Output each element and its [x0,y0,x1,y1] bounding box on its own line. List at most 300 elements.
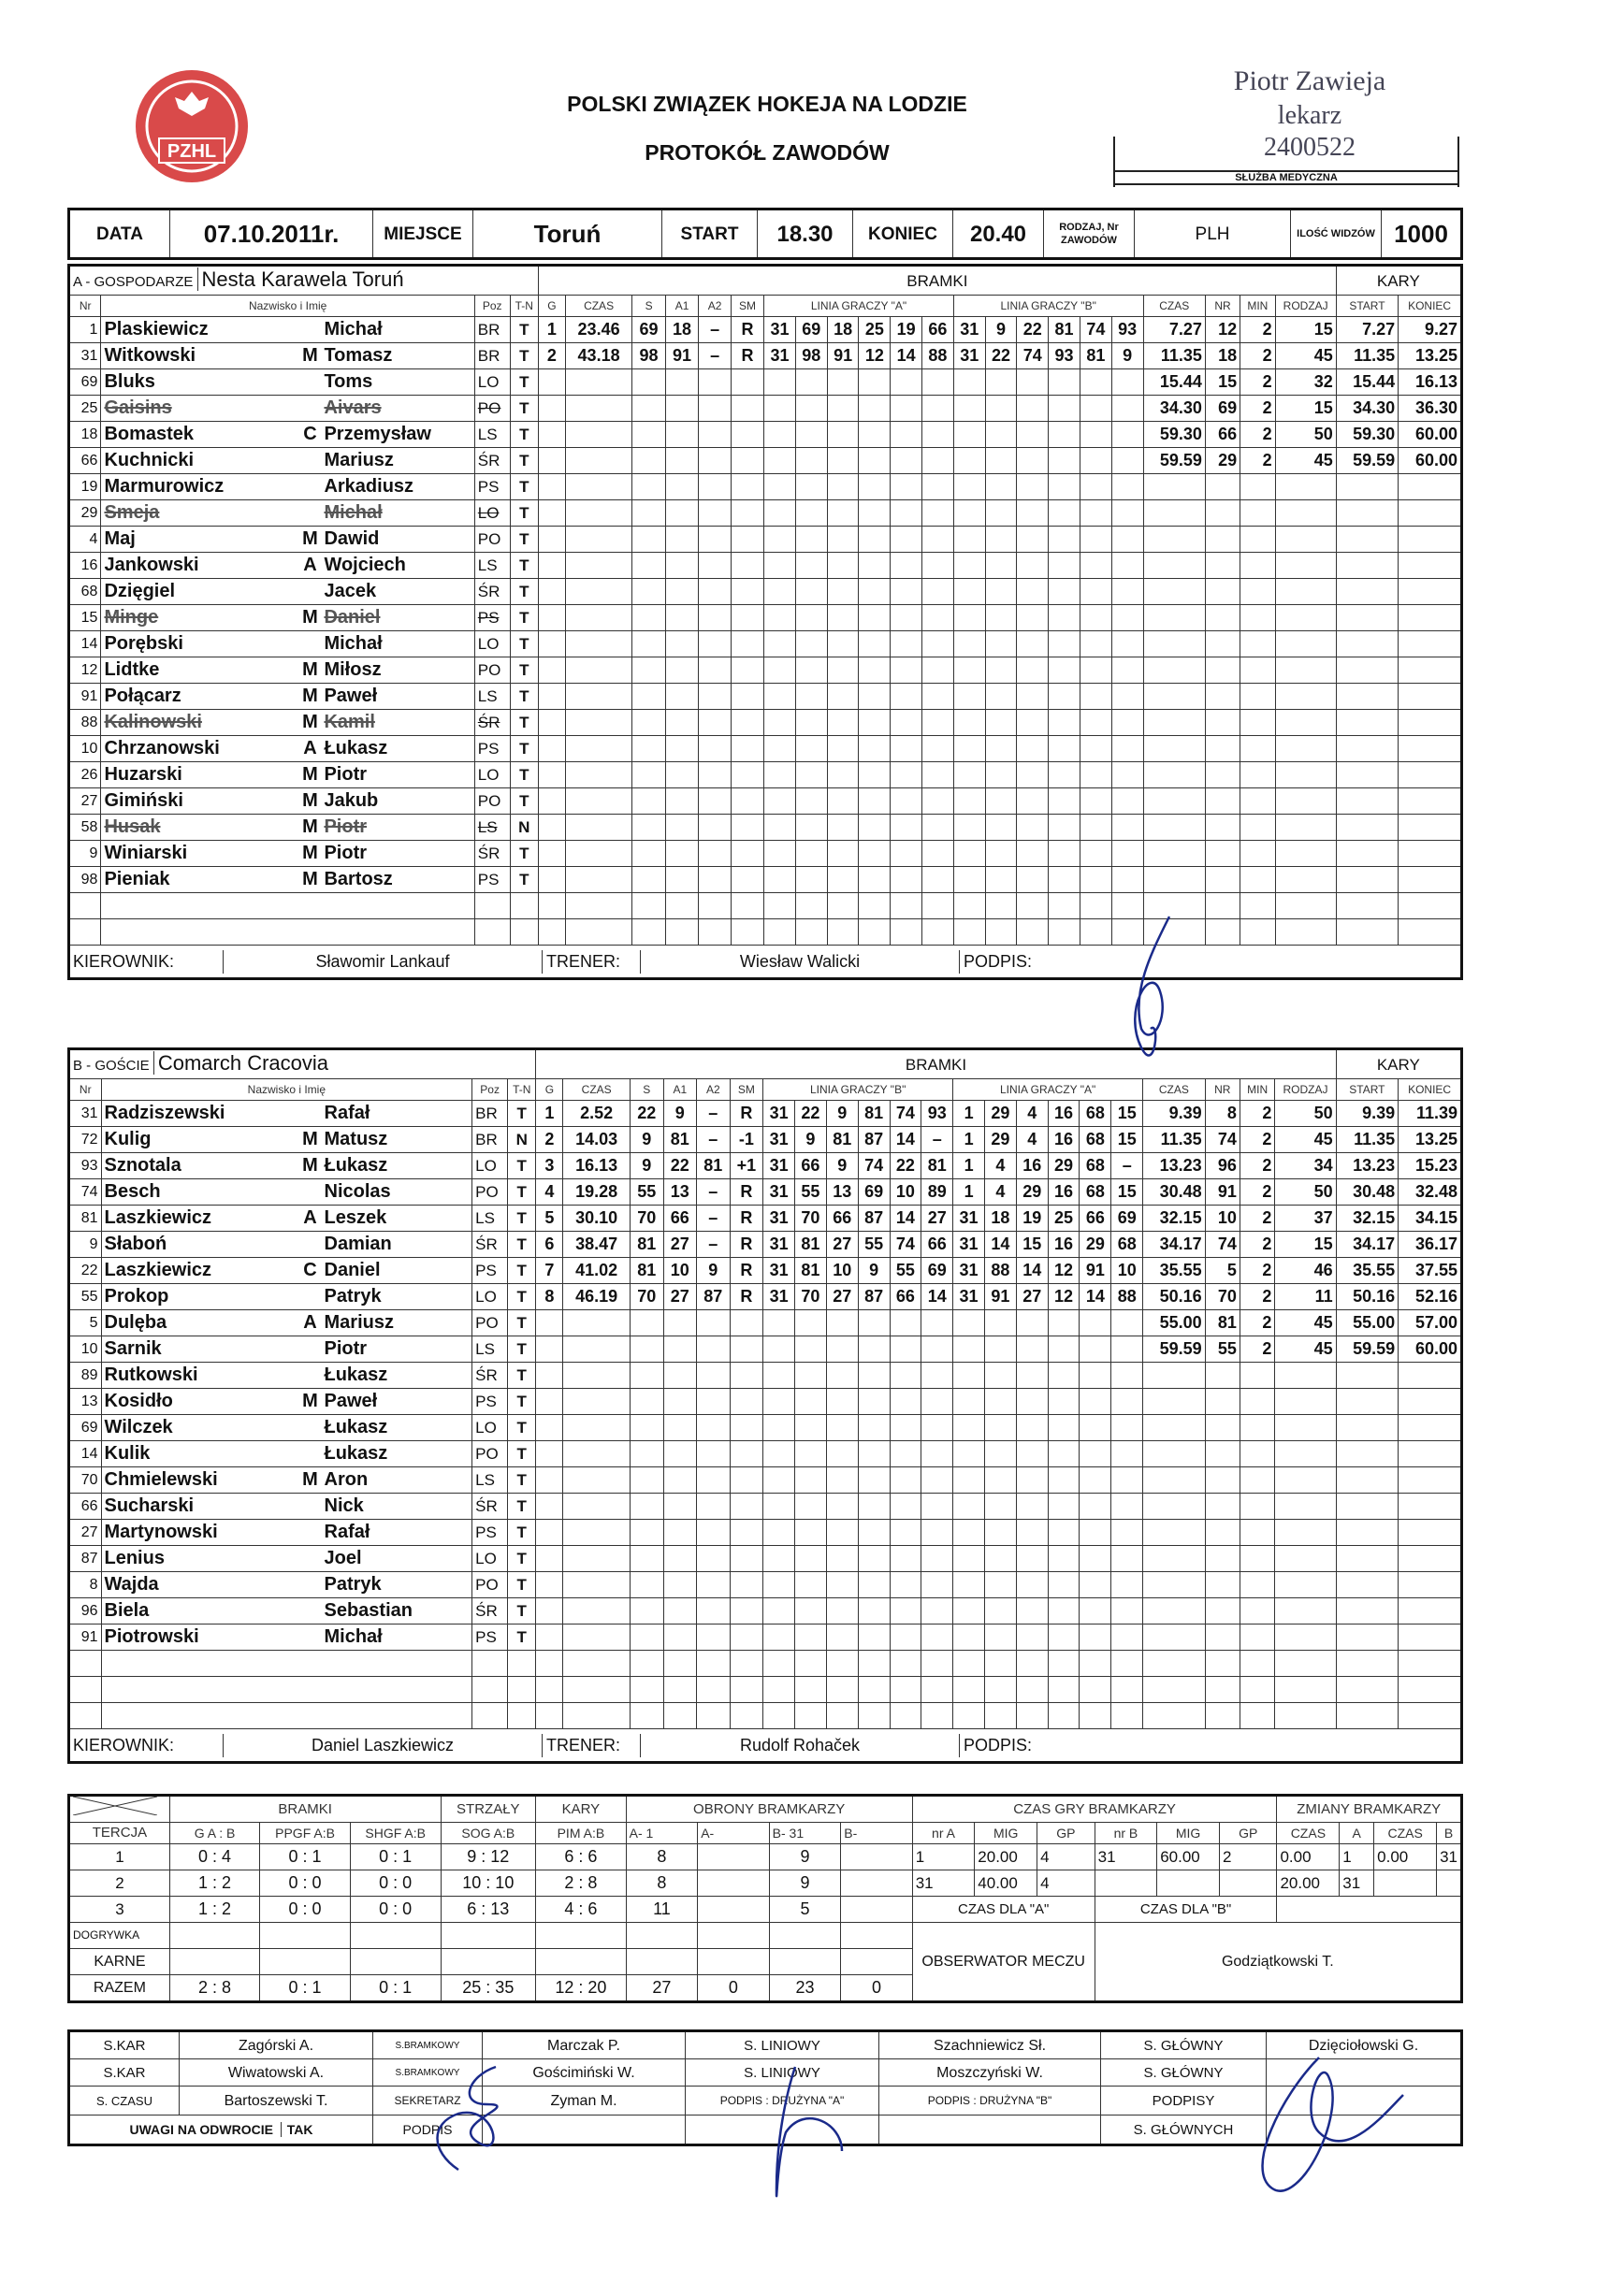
goal-line2-player [953,500,985,527]
goal-a1 [665,657,698,684]
goal-line2-player [1111,1546,1143,1572]
player-surname: Wajda [104,1574,159,1595]
pen-min: 2 [1240,369,1275,396]
pen-nr: 15 [1205,369,1240,396]
goal-line1-player [827,553,859,579]
player-row [69,343,1462,369]
player-row [69,474,1462,500]
pen-time [1143,500,1205,527]
def-b2 [841,1897,912,1923]
goal-time: 30.10 [563,1206,631,1232]
player-pos: LS [472,1467,508,1494]
team-a-col-sm: SM [731,296,763,317]
sub-nrB: nr B [1095,1823,1157,1844]
player-name [101,369,474,396]
goal-line2-player: – [1111,1153,1143,1179]
goal-a2 [697,1310,731,1336]
goal-line2-player [953,369,985,396]
player-surname: Porębski [104,633,183,654]
player-nr [69,919,101,946]
off-sekr-label: SEKRETARZ [373,2087,483,2115]
pen-time: 34.30 [1143,396,1205,422]
player-nr: 1 [69,317,101,343]
goal-line1-player [922,474,954,500]
pen-nr [1205,1677,1240,1703]
overtime-cell [536,1923,627,1949]
player-row [69,1546,1462,1572]
player-name [101,1389,472,1415]
goal-line1-player [859,448,891,474]
player-pos: LO [474,762,510,788]
goal-line1-player [764,657,796,684]
goal-line1-player [859,762,891,788]
pen-min [1240,527,1275,553]
goal-line1-player [795,422,827,448]
pen-nr: 55 [1205,1336,1240,1363]
player-tn: T [510,867,538,893]
goal-a2 [699,893,732,919]
goal-line2-player [1080,893,1111,919]
goal-line2-player [1017,710,1049,736]
off-sbram1: Marczak P. [483,2031,686,2059]
goal-nr [536,1546,563,1572]
goal-line2-player [1080,919,1111,946]
goal-line2-player [1080,1389,1111,1415]
goal-line1-player [795,1467,827,1494]
sub-b: B [1437,1823,1462,1844]
player-role: M [302,1155,318,1176]
pen-nr: 91 [1205,1179,1240,1206]
team-b-col-prodzaj: RODZAJ [1275,1079,1336,1101]
goal-a2 [697,1467,731,1494]
pen-time: 50.16 [1143,1284,1206,1310]
player-name [101,762,474,788]
goal-line2-player [1080,605,1111,631]
player-name [101,1232,472,1258]
player-nr: 91 [69,1625,102,1651]
goal-line1-player [858,1520,890,1546]
pen-time: 35.55 [1143,1258,1206,1284]
player-role: M [302,764,318,785]
player-nr: 8 [69,1572,102,1598]
goal-time [565,474,632,500]
goal-line2-player [1111,1520,1143,1546]
pen-min [1240,867,1275,893]
pen-end: 11.39 [1399,1101,1462,1127]
goal-time [565,422,632,448]
pen-nr [1205,605,1240,631]
pen-time: 11.35 [1143,1127,1206,1153]
goal-a2: – [699,317,732,343]
goal-line1-player [763,1625,795,1651]
player-pos: LO [472,1153,508,1179]
goal-line2-player [1048,1494,1080,1520]
pen-start [1336,605,1398,631]
goal-line2-player [1049,841,1080,867]
pen-end: 32.48 [1399,1179,1462,1206]
goal-a2: 87 [697,1284,731,1310]
pen-nr [1205,1415,1240,1441]
goal-line2-player: 4 [984,1153,1016,1179]
player-nr: 9 [69,841,101,867]
goal-line2-player [1017,369,1049,396]
pen-start: 35.55 [1336,1258,1399,1284]
off-sglow-label-2: S. GŁÓWNY [1101,2059,1267,2087]
goal-line2-player [985,422,1017,448]
goal-line2-player [1080,422,1111,448]
pen-end [1399,1546,1462,1572]
pen-time [1143,631,1205,657]
pen-end [1399,579,1462,605]
goal-line1-player: 88 [922,343,954,369]
goal-a1 [665,815,698,841]
goal-scorer [630,1546,663,1572]
goal-line1-player: 9 [826,1153,858,1179]
period-row [69,1844,1462,1870]
player-nr: 12 [69,657,101,684]
player-name [101,527,474,553]
pen-min [1240,1546,1275,1572]
player-first: Jakub [324,790,379,811]
pen-end: 52.16 [1399,1284,1462,1310]
goal-a1 [663,1336,697,1363]
goal-line1-player [764,369,796,396]
goal-line1-player [859,815,891,841]
goal-line2-player [953,1598,985,1625]
pen-min [1240,841,1275,867]
gk-chA: 20.00 [1277,1870,1340,1897]
def-a: 8 [626,1844,698,1870]
pen-nr [1205,815,1240,841]
goal-line1-player [921,1415,953,1441]
player-tn: T [508,1546,536,1572]
team-b-col-a2: A2 [697,1079,731,1101]
sub-ga: G A : B [169,1823,259,1844]
goal-line1-player [922,684,954,710]
goal-line2-player [1049,474,1080,500]
goal-line2-player [1017,527,1049,553]
pen-start: 34.17 [1336,1232,1399,1258]
player-pos: ŚR [474,710,510,736]
goal-a2 [699,657,732,684]
goal-line1-player [827,657,859,684]
goal-line2-player [953,1310,985,1336]
player-surname: Sznotala [104,1155,181,1176]
date-label: DATA [69,209,170,259]
goal-time: 14.03 [563,1127,631,1153]
gk-chB [1374,1870,1437,1897]
medical-stamp [1113,56,1459,187]
player-first: Piotr [324,843,368,863]
pen-time [1143,657,1205,684]
goal-nr [538,657,565,684]
goal-time: 19.28 [563,1179,631,1206]
goal-line1-player: 66 [826,1206,858,1232]
goal-line1-player [795,736,827,762]
player-row [69,317,1462,343]
goal-line2-player [953,527,985,553]
goal-line1-player [859,893,891,919]
goal-time [563,1310,631,1336]
goal-line2-player [1016,1363,1048,1389]
pen-min [1240,788,1275,815]
pen-nr [1205,736,1240,762]
pen-type [1275,788,1336,815]
goal-line1-player [922,396,954,422]
goal-line2-player [1049,893,1080,919]
goal-line2-player: 15 [1016,1232,1048,1258]
period-pim: 2 : 8 [536,1870,627,1897]
player-role: M [302,843,318,863]
goal-line2-player [1111,841,1143,867]
goal-line1-player [764,631,796,657]
goal-scorer [632,631,665,657]
pen-min [1240,1703,1275,1729]
player-nr: 5 [69,1310,102,1336]
goal-line2-player [1080,1598,1111,1625]
goal-a1 [665,841,698,867]
total-pim: 12 : 20 [536,1975,627,2002]
goal-line2-player [1048,1625,1080,1651]
player-first: Nicolas [324,1181,391,1202]
player-nr: 98 [69,867,101,893]
goal-line2-player: 88 [984,1258,1016,1284]
shootout-label: KARNE [69,1949,170,1975]
sub-pim: PIM A:B [536,1823,627,1844]
goal-line2-player [1017,422,1049,448]
goal-a2 [697,1703,731,1729]
goal-line1-player [922,893,954,919]
pen-nr [1205,1572,1240,1598]
goal-line1-player [859,867,891,893]
goal-nr [538,684,565,710]
goal-line1-player [763,1389,795,1415]
goal-a1: 18 [665,317,698,343]
team-a-col-pnr: NR [1205,296,1240,317]
player-pos: LO [472,1546,508,1572]
goal-line1-player [891,448,922,474]
goal-line2-player [1080,1336,1111,1363]
player-first: Dawid [324,528,380,549]
player-row [69,788,1462,815]
goal-nr [538,788,565,815]
goal-line2-player: 74 [1017,343,1049,369]
goal-line2-player [1049,684,1080,710]
goal-time [563,1363,631,1389]
goal-sm [731,474,763,500]
player-pos: BR [472,1101,508,1127]
svg-text:PZHL: PZHL [167,141,217,162]
off-podpis: PODPIS [373,2115,483,2145]
player-nr: 72 [69,1127,102,1153]
goal-line2-player [1048,1546,1080,1572]
pen-type [1275,500,1336,527]
team-b-label: B - GOŚCIE [73,1058,153,1074]
goal-line2-player [953,710,985,736]
player-row [69,867,1462,893]
goal-line2-player [984,1598,1016,1625]
team-b-col-s: S [630,1079,663,1101]
goal-line1-player [858,1336,890,1363]
goal-a2 [697,1572,731,1598]
pen-start [1336,1467,1399,1494]
goal-line2-player [1111,1389,1143,1415]
h-shots: STRZAŁY [441,1796,536,1823]
goal-line2-player [1048,1703,1080,1729]
pen-min [1240,815,1275,841]
player-first: Nick [324,1495,364,1516]
player-name [101,815,474,841]
goal-scorer [632,867,665,893]
place-label: MIEJSCE [373,209,473,259]
player-row [69,1101,1462,1127]
pen-start [1336,657,1398,684]
goal-line1-player [890,1520,921,1546]
pen-nr [1205,1625,1240,1651]
goal-line2-player [1080,1467,1111,1494]
goal-time [563,1651,631,1677]
player-nr: 70 [69,1467,102,1494]
pen-time [1143,1415,1206,1441]
goal-time [563,1494,631,1520]
pen-start [1336,1363,1399,1389]
player-nr: 10 [69,736,101,762]
pen-type: 34 [1275,1153,1336,1179]
goal-line1-player [891,474,922,500]
goal-line1-player: 74 [890,1232,921,1258]
pen-min [1240,1389,1275,1415]
pen-type: 15 [1275,1232,1336,1258]
goal-line1-player [922,422,954,448]
pen-type [1275,553,1336,579]
goal-line1-player [795,684,827,710]
goal-sm [730,1363,763,1389]
team-a-col-poz: Poz [474,296,510,317]
player-name [101,657,474,684]
goal-line2-player: 1 [953,1179,985,1206]
pen-time [1143,684,1205,710]
goal-line1-player [858,1389,890,1415]
goal-line2-player: 74 [1080,317,1111,343]
goal-line2-player [1049,710,1080,736]
player-name [101,1572,472,1598]
pen-end: 60.00 [1399,422,1462,448]
goal-scorer [632,815,665,841]
goal-time [565,448,632,474]
goal-line1-player [921,1677,953,1703]
player-name [101,1625,472,1651]
player-surname: Biela [104,1600,150,1621]
goal-line2-player: 1 [953,1127,985,1153]
goal-sm: R [731,343,763,369]
goal-line2-player [953,1415,985,1441]
goal-line2-player [985,553,1017,579]
pen-type [1275,815,1336,841]
player-nr [69,1677,102,1703]
player-nr: 14 [69,631,101,657]
player-name [101,1677,472,1703]
goal-line2-player [1111,527,1143,553]
overtime-cell [626,1923,698,1949]
goal-line2-player: 9 [985,317,1017,343]
goal-line1-player [858,1651,890,1677]
pen-type [1275,710,1336,736]
pen-time [1143,527,1205,553]
def-a: 8 [626,1870,698,1897]
player-surname: Wilczek [104,1417,173,1437]
player-role: A [303,1312,317,1333]
goal-scorer [632,369,665,396]
pen-end [1399,631,1462,657]
sub-tercja: TERCJA [69,1823,170,1844]
goal-line1-player [763,1703,795,1729]
pen-nr [1205,1703,1240,1729]
goal-nr [538,919,565,946]
pen-min [1240,710,1275,736]
goal-line2-player [1111,1651,1143,1677]
goal-line1-player: 66 [795,1153,827,1179]
goal-line1-player [764,579,796,605]
goal-time: 41.02 [563,1258,631,1284]
goal-line2-player [1049,631,1080,657]
goal-line2-player [985,788,1017,815]
goal-scorer [632,605,665,631]
pen-end [1399,1677,1462,1703]
goal-line2-player: 93 [1049,343,1080,369]
goal-line1-player [795,631,827,657]
goal-line1-player [763,1363,795,1389]
pen-start [1336,1415,1399,1441]
off-skar-label-2: S.KAR [69,2059,180,2087]
goal-a2 [697,1441,731,1467]
pen-start: 11.35 [1336,1127,1399,1153]
goal-line1-player [859,710,891,736]
player-row [69,1206,1462,1232]
sub-czasA: CZAS [1277,1823,1340,1844]
goal-a1 [663,1520,697,1546]
shootout-cell [536,1949,627,1975]
goal-line1-player [922,815,954,841]
goal-line1-player: 87 [858,1127,890,1153]
overtime-cell [350,1923,441,1949]
goal-line1-player [764,500,796,527]
player-row [69,893,1462,919]
goal-line2-player [1080,1415,1111,1441]
player-nr: 14 [69,1441,102,1467]
goal-line1-player [795,1572,827,1598]
goal-line1-player [921,1546,953,1572]
pen-type [1275,1467,1336,1494]
goal-line2-player [1048,1389,1080,1415]
goal-line2-player [1048,1651,1080,1677]
pen-nr [1205,1467,1240,1494]
goal-line2-player [1080,710,1111,736]
goal-time [563,1546,631,1572]
overtime-cell [698,1923,769,1949]
player-row [69,1415,1462,1441]
goal-time [565,631,632,657]
pen-time [1143,762,1205,788]
goal-a1: 27 [663,1232,697,1258]
player-row [69,919,1462,946]
goal-time [565,762,632,788]
goal-line1-player [858,1546,890,1572]
pen-start: 15.44 [1336,369,1398,396]
pen-type [1275,684,1336,710]
goal-line2-player [1048,1336,1080,1363]
player-pos: ŚR [472,1598,508,1625]
player-tn: T [510,527,538,553]
